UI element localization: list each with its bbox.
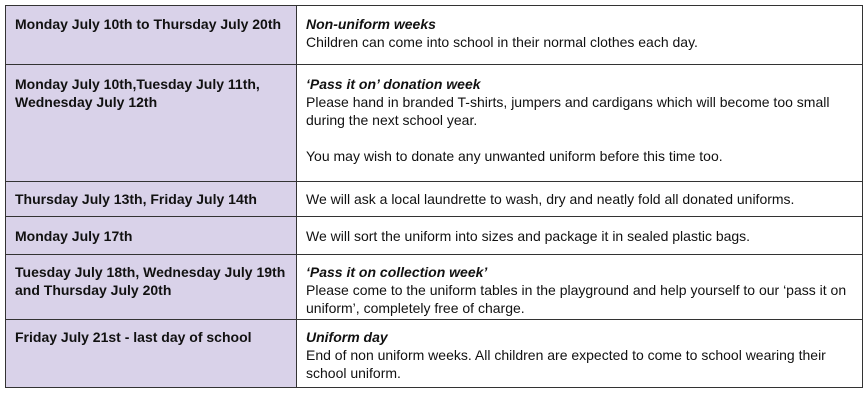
date-cell: Thursday July 13th, Friday July 14th <box>6 182 297 217</box>
table-row <box>6 6 863 65</box>
row-text: Children can come into school in their normal clothes each day. <box>306 34 698 50</box>
row-heading: ‘Pass it on’ donation week <box>306 76 481 92</box>
row-text: You may wish to donate any unwanted uniform before this time too. <box>306 148 723 164</box>
table-row <box>6 320 863 388</box>
date-cell: Monday July 17th <box>6 217 297 255</box>
info-cell <box>297 65 863 182</box>
info-cell <box>297 320 863 388</box>
info-cell <box>297 217 863 255</box>
info-cell <box>297 255 863 320</box>
paragraph-spacer <box>306 129 853 147</box>
row-text: We will sort the uniform into sizes and package it in sealed plastic bags. <box>306 228 751 244</box>
date-cell: Monday July 10th,Tuesday July 11th, Wednesday July 12th <box>6 65 297 182</box>
row-heading: ‘Pass it on collection week’ <box>306 264 488 280</box>
row-heading: Non-uniform weeks <box>306 16 436 32</box>
table-row <box>6 217 863 255</box>
info-cell <box>297 6 863 65</box>
schedule-table <box>5 5 863 388</box>
row-heading: Uniform day <box>306 329 388 345</box>
date-cell: Friday July 21st - last day of school <box>6 320 297 388</box>
row-text: End of non uniform weeks. All children are expected to come to school wearing their school uniform. <box>306 347 826 381</box>
table-row <box>6 255 863 320</box>
row-text: Please come to the uniform tables in the playground and help yourself to our ‘pass it on uniform’, completely free of charge. <box>306 282 847 316</box>
table-row <box>6 182 863 217</box>
row-text: Please hand in branded T-shirts, jumpers and cardigans which will become too small during the next school year. <box>306 94 830 128</box>
info-cell <box>297 182 863 217</box>
row-text: We will ask a local laundrette to wash, dry and neatly fold all donated uniforms. <box>306 191 795 207</box>
date-cell: Monday July 10th to Thursday July 20th <box>6 6 297 65</box>
table-row <box>6 65 863 182</box>
date-cell: Tuesday July 18th, Wednesday July 19th and Thursday July 20th <box>6 255 297 320</box>
